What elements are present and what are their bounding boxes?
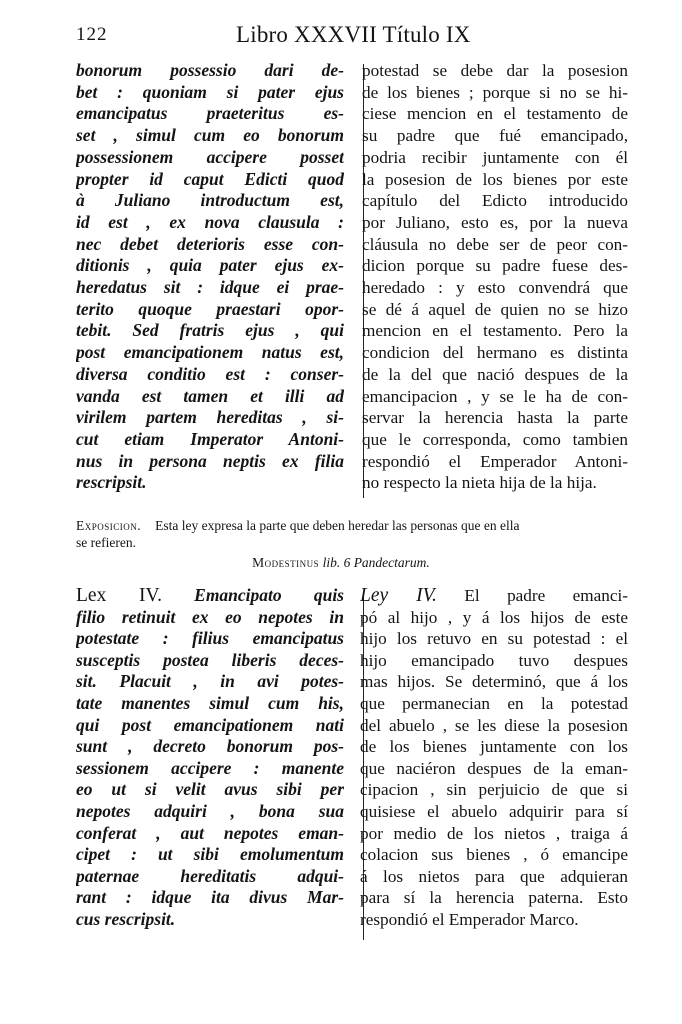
text-line: que naciéron despues de la eman- <box>360 758 628 778</box>
text-line: por medio de los nietos , traiga á <box>360 823 628 843</box>
text-line: nec debet deterioris esse con- <box>76 233 344 254</box>
text-line: id est , ex nova clausula : <box>76 211 344 232</box>
text-line: de los bienes juntamente con los <box>360 737 628 757</box>
source-attribution <box>0 555 682 571</box>
text-line: de la del que nació despues de la <box>362 364 628 384</box>
text-line: servar la herencia hasta la parte <box>362 408 628 428</box>
exposition-label: Exposicion. <box>76 518 142 533</box>
text-line: mas hijos. Se determinó, que á los <box>360 672 628 692</box>
text-line: diversa conditio est : conser- <box>76 363 344 384</box>
text-line: no respecto la nieta hija de la hija. <box>362 473 597 493</box>
text-line: à Juliano introductum est, <box>76 190 344 211</box>
text-line: virilem partem hereditas , si- <box>76 407 344 428</box>
text-line: rant : idque ita divus Mar- <box>76 887 344 908</box>
latin-text-column-2 <box>76 585 344 931</box>
text-line: capítulo del Edicto introducido <box>362 191 628 211</box>
text-line: que permanecian en la potestad <box>360 693 628 713</box>
source-reference: lib. 6 Pandectarum. <box>322 555 430 570</box>
text-line: que le corresponda, como tambien <box>362 429 628 449</box>
spanish-text-column-2 <box>360 585 628 931</box>
text-line: propter id caput Edicti quod <box>76 168 344 189</box>
text-line: cipacion , sin perjuicio de que si <box>360 780 628 800</box>
text-line: emancipacion , y se le ha de con- <box>362 386 628 406</box>
text-line: vanda est tamen et illi ad <box>76 385 344 406</box>
text-line: heredatus sit : idque ei prae- <box>76 277 344 298</box>
text-line: hijo emancipado tuvo despues <box>360 650 628 670</box>
text-line: bet : quoniam si pater ejus <box>76 81 344 102</box>
running-head <box>0 22 682 54</box>
text-line: su padre que fué emancipado, <box>362 126 628 146</box>
exposition-text: se refieren. <box>76 535 136 550</box>
text-line: cus rescripsit. <box>76 908 176 929</box>
exposition-text: Esta ley expresa la parte que deben heredar las personas que en ella <box>155 518 520 533</box>
source-author: Modestinus <box>252 555 320 570</box>
text-line: de los bienes ; porque si no se hi- <box>362 82 628 102</box>
law-heading: Ley IV. <box>360 585 437 606</box>
text-line: possessionem accipere posset <box>76 146 344 167</box>
text-line: condicion del hermano es distinta <box>362 343 628 363</box>
law-heading: Lex IV. <box>76 585 162 606</box>
text-line: del abuelo , se les diese la posesion <box>360 715 628 735</box>
text-line: filio retinuit ex eo nepotes in <box>76 606 344 627</box>
text-line: mencion en el testamento. Pero la <box>362 321 628 341</box>
text-line: colacion sus bienes , ó emancipe <box>360 845 628 865</box>
text-line: tate manentes simul cum his, <box>76 692 344 713</box>
running-title: Libro XXXVII Título IX <box>236 22 471 47</box>
text-segment: El padre emanci- <box>464 586 628 605</box>
text-line: emancipatus praeteritus es- <box>76 103 344 124</box>
text-line: se dé á aquel de quien no se hizo <box>362 299 628 319</box>
text-line: nus in persona neptis ex filia <box>76 450 344 471</box>
text-line: cut etiam Imperator Antoni- <box>76 428 344 449</box>
text-line: conferat , aut nepotes eman- <box>76 822 344 843</box>
text-line: por Juliano, esto es, por la nueva <box>362 212 628 232</box>
text-line: para sí la herencia paterna. Esto <box>360 888 628 908</box>
text-line: rescripsit. <box>76 472 147 493</box>
text-line: sessionem accipere : manente <box>76 757 344 778</box>
text-line: á los nietos para que adquieran <box>360 866 628 886</box>
text-line: ciese mencion en el testamento de <box>362 104 628 124</box>
text-line: cipet : ut sibi emolumentum <box>76 844 344 865</box>
text-line: dicion porque su padre fuese des- <box>362 256 628 276</box>
spanish-text-column-1 <box>362 60 628 494</box>
exposition-note <box>76 517 632 551</box>
page-number: 122 <box>76 24 108 45</box>
text-line: podria recibir juntamente con él <box>362 147 628 167</box>
text-line: potestad se debe dar la posesion <box>362 61 628 80</box>
text-line: sit. Placuit , in avi potes- <box>76 671 344 692</box>
text-line: la posesion de los bienes por este <box>362 169 628 189</box>
text-line: respondió el Emperador Antoni- <box>362 451 628 471</box>
text-line: cláusula no debe ser de peor con- <box>362 234 628 254</box>
law-heading-line <box>360 585 628 607</box>
text-line: eo ut si velit avus sibi per <box>76 779 344 800</box>
text-line: potestate : filius emancipatus <box>76 628 344 649</box>
text-line: susceptis postea liberis deces- <box>76 649 344 670</box>
text-line: nepotes adquiri , bona sua <box>76 800 344 821</box>
law-heading-line <box>76 585 344 607</box>
text-line: sunt , decreto bonorum pos- <box>76 736 344 757</box>
text-line: hijo los retuvo en su potestad : el <box>360 629 628 649</box>
text-line: heredado : y esto convendrá que <box>362 278 628 298</box>
text-line: paternae hereditatis adqui- <box>76 865 344 886</box>
text-line: respondió el Emperador Marco. <box>360 909 579 929</box>
text-line: ditionis , quia pater ejus ex- <box>76 255 344 276</box>
text-line: quisiese el abuelo adquirir para sí <box>360 801 628 821</box>
latin-text-column-1 <box>76 60 344 494</box>
text-line: post emancipationem natus est, <box>76 342 344 363</box>
text-line: tebit. Sed fratris ejus , qui <box>76 320 344 341</box>
text-line: pó al hijo , y á los hijos de este <box>360 607 628 627</box>
text-line: bonorum possessio dari de- <box>76 60 344 80</box>
text-segment: Emancipato quis <box>194 585 344 605</box>
text-line: qui post emancipationem nati <box>76 714 344 735</box>
text-line: terito quoque praestari opor- <box>76 298 344 319</box>
text-line: set , simul cum eo bonorum <box>76 125 344 146</box>
